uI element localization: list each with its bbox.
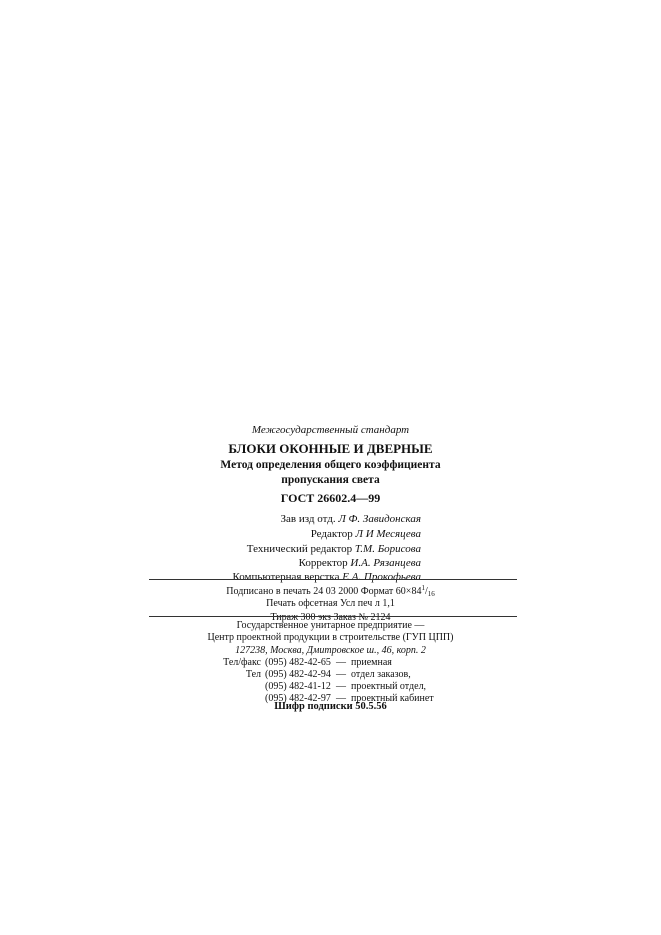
divider	[149, 616, 517, 617]
credit-line	[299, 557, 421, 569]
document-subtitle-line-1: Метод определения общего коэффициента	[220, 459, 441, 471]
print-signed-format: Подписано в печать 24 03 2000 Формат 60×84	[226, 586, 422, 597]
phone-description: отдел заказов,	[351, 669, 411, 680]
gost-number: ГОСТ 26602.4—99	[280, 491, 381, 505]
credit-role: Компьютерная верстка	[232, 571, 340, 583]
credit-line	[232, 571, 421, 583]
format-subscript: 16	[427, 590, 435, 598]
format-slash: /	[424, 586, 428, 597]
credit-line	[281, 513, 422, 525]
credit-name: Л И Месяцева	[355, 528, 421, 540]
publisher-address: 127238, Москва, Дмитровское ш., 46, корп. 2	[235, 645, 426, 656]
phone-number: (095) 482-42-97	[265, 693, 331, 704]
phone-number: (095) 482-41-12	[265, 681, 331, 692]
document-subtitle-line-2: пропускания света	[281, 474, 380, 486]
subscription-cipher: Шифр подписки 50.5.56	[274, 701, 387, 712]
phone-label: Тел	[245, 669, 261, 680]
credit-name: Л Ф. Завидонская	[338, 513, 421, 525]
phone-description: проектный кабинет	[351, 693, 434, 704]
credit-role: Редактор	[310, 528, 353, 540]
credit-role: Технический редактор	[246, 543, 353, 555]
credit-name: И.А. Рязанцева	[350, 557, 421, 569]
phone-description: приемная	[351, 657, 392, 668]
document-title: БЛОКИ ОКОННЫЕ И ДВЕРНЫЕ	[228, 441, 433, 456]
publisher-line-2: Центр проектной продукции в строительстве (ГУП ЦПП)	[207, 632, 454, 643]
phone-dash: —	[336, 657, 346, 668]
print-info-line-3: Тираж 300 экз Заказ № 2124	[270, 612, 391, 623]
credit-line	[311, 528, 421, 540]
credit-name: Т.М. Борисова	[354, 543, 421, 555]
credit-name: Е А. Прокофьева	[342, 571, 421, 583]
publisher-line-1: Государственное унитарное предприятие —	[236, 620, 425, 631]
phone-description: проектный отдел,	[351, 681, 427, 692]
print-info-line-1	[0, 584, 661, 598]
phone-number: (095) 482-42-65	[265, 657, 331, 668]
phone-dash: —	[336, 681, 346, 692]
format-superscript: 1	[421, 584, 425, 592]
print-info-line-2: Печать офсетная Усл печ л 1,1	[266, 598, 395, 609]
phone-label: Тел/факс	[223, 657, 261, 668]
credit-role: Зав изд отд.	[280, 513, 336, 525]
credit-role: Корректор	[298, 557, 348, 569]
phone-number: (095) 482-42-94	[265, 669, 331, 680]
divider	[149, 579, 517, 580]
phone-dash: —	[336, 693, 346, 704]
credit-line	[247, 543, 421, 555]
phone-dash: —	[336, 669, 346, 680]
standard-type-label: Межгосударственный стандарт	[251, 424, 410, 436]
